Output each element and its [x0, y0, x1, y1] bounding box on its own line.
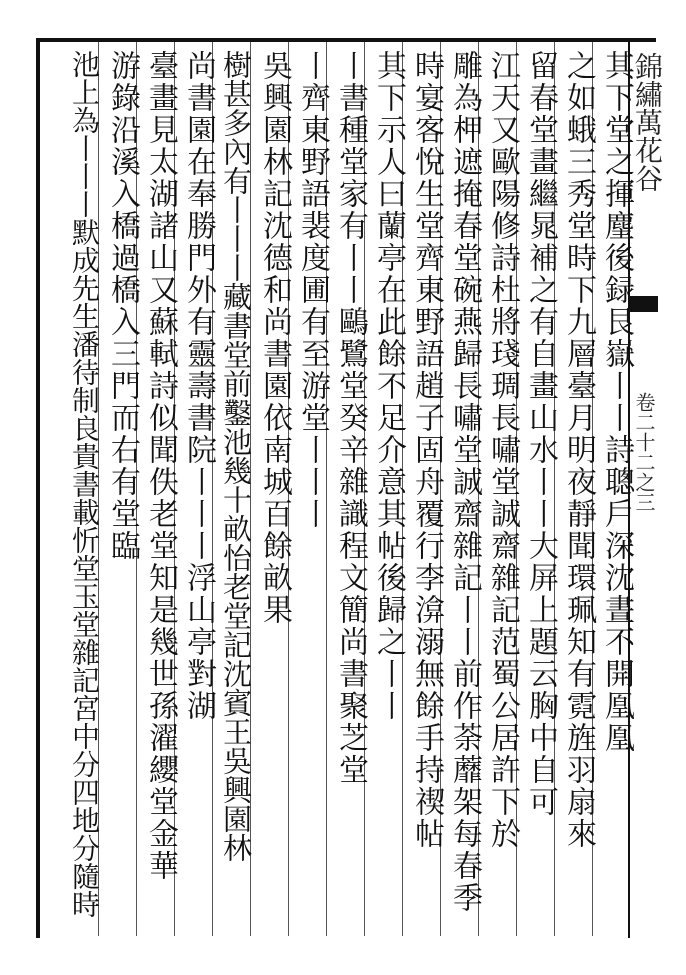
text-column: 游錄沿溪入橋過橋入三門而右有堂臨: [105, 50, 140, 562]
text-column: 丨書種堂家有丨丨鷗鷺堂癸辛雜識程文簡尚書聚芝堂: [333, 50, 368, 786]
juan-number: 卷二十二之三: [632, 392, 656, 512]
text-column: 丨齊東野語裴度圃有至游堂丨丨丨: [295, 50, 330, 530]
text-column: 時宴客悅生堂齊東野語趙子固舟覆行李渰溺無餘手持禊帖: [409, 50, 444, 850]
text-column: 尚書園在奉勝門外有靈壽書院丨丨丨浮山亭對湖: [181, 50, 216, 722]
text-column: 其下示人曰蘭亭在此餘不足介意其帖後歸之丨丨: [371, 50, 406, 722]
text-column: 雕為柙遮掩春堂碗燕歸長嘯堂誠齋雜記丨丨前作荼蘼架每春季: [447, 50, 482, 914]
text-column: 之如蛾三秀堂時下九層臺月明夜靜聞環珮知有霓旌羽扇來: [561, 50, 596, 850]
text-column: 樹甚多內有丨丨丨藏書堂前鑿池幾十畝怡老堂記沈賓王吳興園林: [219, 50, 253, 862]
text-column: 臺畫見太湖諸山又蘇軾詩似聞佚老堂知是幾世孫濯纓堂金華: [143, 50, 178, 882]
text-column: 其下堂之揮麈後録艮嶽丨丨詩聰戶深沈晝不開凰凰: [599, 50, 634, 754]
text-column: 留春堂畫繼晁補之有自畫山水丨丨大屏上題云胸中自可: [523, 50, 558, 818]
text-column: 池上為丨丨丨默成先生潘待制良貴書載忻堂玉堂雜記宮中分四地分隨時: [68, 50, 101, 918]
text-column: 吳興園林記沈德和尚書園依南城百餘畝果: [257, 50, 292, 626]
book-name: 錦繡萬花谷: [631, 52, 664, 192]
text-column: 江天又歐陽修詩杜將琖琱長嘯堂誠齋雜記范蜀公居許下於: [485, 50, 520, 850]
